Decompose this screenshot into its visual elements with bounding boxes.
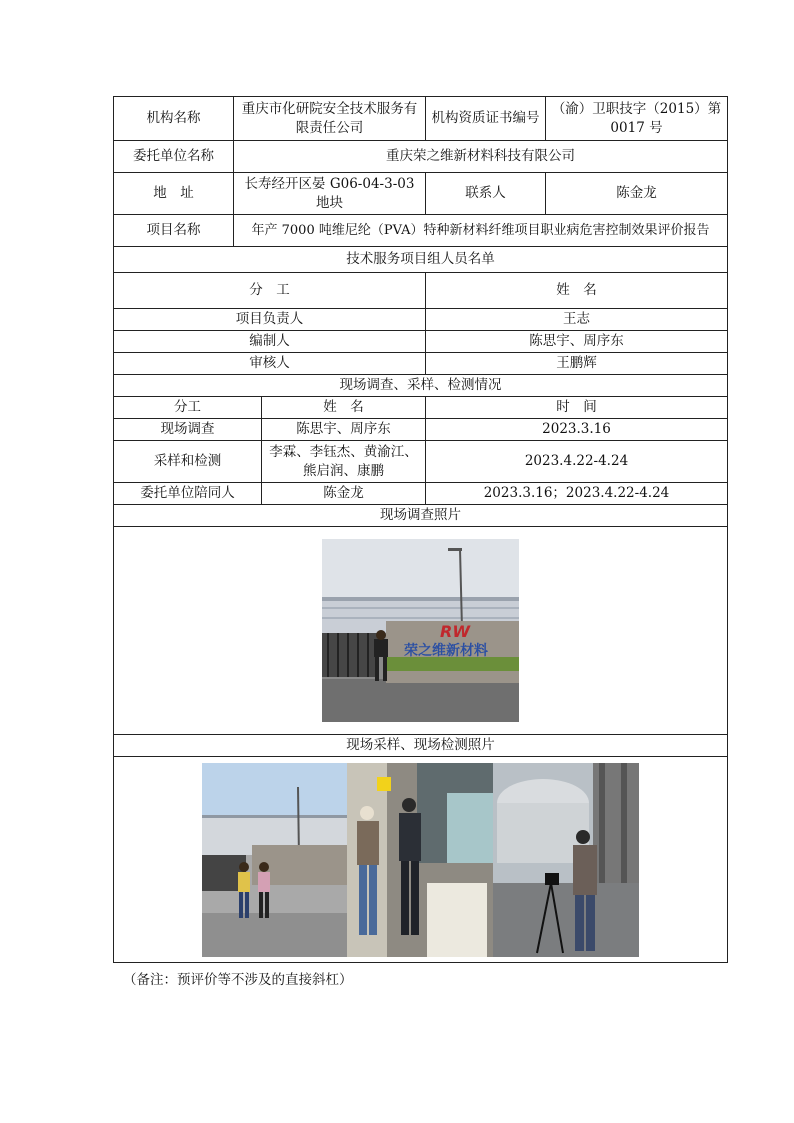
logo-text: RW xyxy=(440,622,470,641)
survey-row xyxy=(114,441,728,483)
team-row xyxy=(114,309,728,331)
team-name: 王鹏辉 xyxy=(426,353,728,375)
org-name-label: 机构名称 xyxy=(114,97,234,141)
cert-label: 机构资质证书编号 xyxy=(426,97,546,141)
team-name: 陈思宇、周序东 xyxy=(426,331,728,353)
org-name-value: 重庆市化研院安全技术服务有限责任公司 xyxy=(234,97,426,141)
survey-time: 2023.3.16 xyxy=(426,419,728,441)
cert-value: （渝）卫职技字（2015）第 0017 号 xyxy=(546,97,728,141)
footnote: （备注：预评价等不涉及的直接斜杠） xyxy=(123,972,353,988)
team-role: 审核人 xyxy=(114,353,426,375)
survey-col-time: 时 间 xyxy=(426,397,728,419)
info-table xyxy=(113,96,728,963)
sampling-photo-indoor xyxy=(347,763,493,957)
survey-photo-title-row xyxy=(114,505,728,527)
team-col-name: 姓 名 xyxy=(426,273,728,309)
sampling-photo-entrance xyxy=(202,763,347,957)
row-client xyxy=(114,141,728,173)
team-role: 项目负责人 xyxy=(114,309,426,331)
team-row xyxy=(114,353,728,375)
survey-name: 李霖、李钰杰、黄渝江、熊启润、康鹏 xyxy=(262,441,426,483)
survey-row xyxy=(114,483,728,505)
row-project xyxy=(114,215,728,247)
survey-time: 2023.4.22-4.24 xyxy=(426,441,728,483)
sampling-photo-cell xyxy=(114,757,728,963)
survey-role: 采样和检测 xyxy=(114,441,262,483)
team-header-row xyxy=(114,273,728,309)
sampling-photo-strip xyxy=(202,763,639,957)
row-address xyxy=(114,173,728,215)
client-label: 委托单位名称 xyxy=(114,141,234,173)
site-survey-photo xyxy=(322,539,519,722)
team-role: 编制人 xyxy=(114,331,426,353)
row-org xyxy=(114,97,728,141)
team-name: 王志 xyxy=(426,309,728,331)
project-label: 项目名称 xyxy=(114,215,234,247)
survey-name: 陈思宇、周序东 xyxy=(262,419,426,441)
sampling-photo-outdoor-tank xyxy=(493,763,639,957)
survey-time: 2023.3.16；2023.4.22-4.24 xyxy=(426,483,728,505)
sampling-photo-title-row xyxy=(114,735,728,757)
team-col-role: 分 工 xyxy=(114,273,426,309)
survey-col-role: 分工 xyxy=(114,397,262,419)
client-value: 重庆荣之维新材料科技有限公司 xyxy=(234,141,728,173)
survey-title-row xyxy=(114,375,728,397)
team-title: 技术服务项目组人员名单 xyxy=(114,247,728,273)
survey-role: 现场调查 xyxy=(114,419,262,441)
sampling-photo-title: 现场采样、现场检测照片 xyxy=(114,735,728,757)
contact-value: 陈金龙 xyxy=(546,173,728,215)
survey-header-row xyxy=(114,397,728,419)
survey-photo-row xyxy=(114,527,728,735)
sign-text: 荣之维新材料 xyxy=(404,643,488,659)
address-label: 地 址 xyxy=(114,173,234,215)
survey-name: 陈金龙 xyxy=(262,483,426,505)
survey-photo-title: 现场调查照片 xyxy=(114,505,728,527)
contact-label: 联系人 xyxy=(426,173,546,215)
document-sheet xyxy=(113,96,727,963)
sampling-photo-row xyxy=(114,757,728,963)
survey-col-name: 姓 名 xyxy=(262,397,426,419)
survey-row xyxy=(114,419,728,441)
team-title-row xyxy=(114,247,728,273)
survey-photo-cell xyxy=(114,527,728,735)
team-row xyxy=(114,331,728,353)
survey-title: 现场调查、采样、检测情况 xyxy=(114,375,728,397)
address-value: 长寿经开区晏 G06-04-3-03 地块 xyxy=(234,173,426,215)
project-value: 年产 7000 吨维尼纶（PVA）特种新材料纤维项目职业病危害控制效果评价报告 xyxy=(234,215,728,247)
survey-role: 委托单位陪同人 xyxy=(114,483,262,505)
